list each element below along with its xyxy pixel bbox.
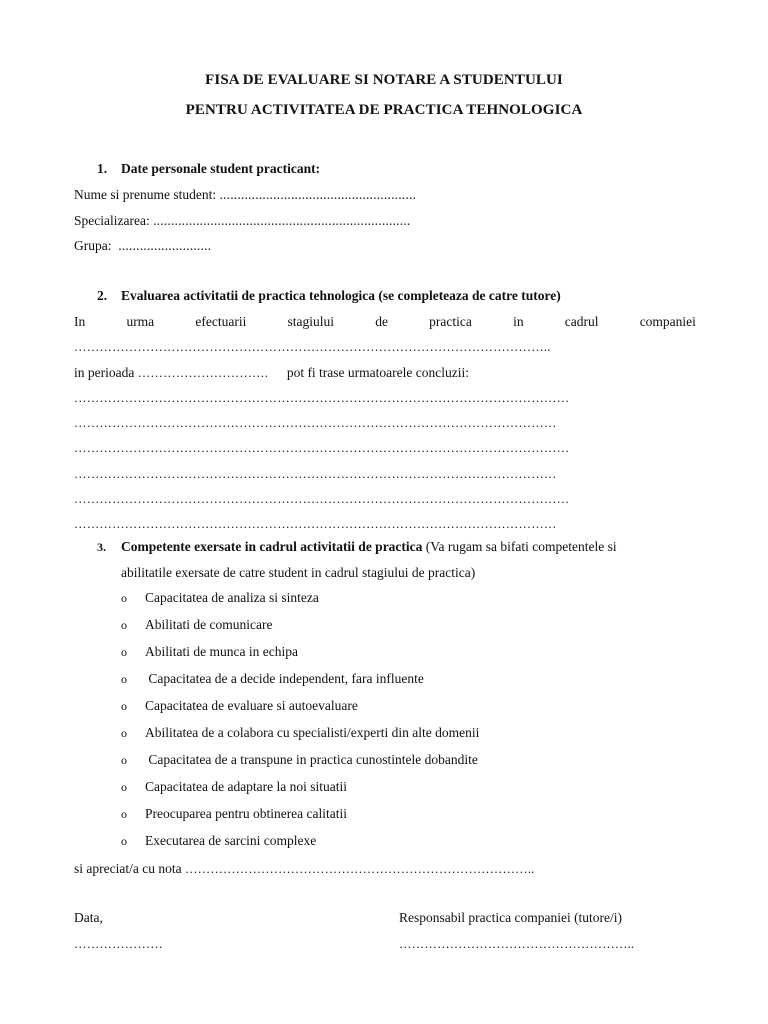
conclusion-dot-line: …………………………………………………………………………………………………… <box>74 517 557 531</box>
title-line-1: FISA DE EVALUARE SI NOTARE A STUDENTULUI <box>205 72 563 88</box>
intro-word: In <box>74 314 86 329</box>
section-3-title: Competente exersate in cadrul activitatii de practica <box>121 539 423 554</box>
conclusion-dot-line: …………………………………………………………………………………………………… <box>74 416 557 430</box>
group-dots: .......................... <box>118 238 212 253</box>
checkbox-bullet-icon[interactable]: o <box>121 726 127 740</box>
competence-label: Capacitatea de a decide independent, fara influente <box>145 671 424 686</box>
intro-word: practica <box>429 314 472 329</box>
competence-label: Abilitati de comunicare <box>145 617 273 632</box>
responsible-label: Responsabil practica companiei (tutore/i) <box>399 910 623 925</box>
name-dots: ....................................................... <box>219 187 417 202</box>
section-2-heading <box>97 287 561 305</box>
competence-label: Abilitati de munca in echipa <box>145 644 298 659</box>
period-line <box>74 364 469 382</box>
competence-item <box>121 643 298 661</box>
grade-dots: ……………………………………………………………………….. <box>184 862 535 876</box>
section-3-heading <box>97 538 617 556</box>
competence-item <box>121 778 347 796</box>
specialization-label: Specializarea: <box>74 213 150 228</box>
section-3-note-line-2: abilitatile exersate de catre student in cadrul stagiului de practica) <box>121 565 476 580</box>
competence-item <box>121 751 478 769</box>
checkbox-bullet-icon[interactable]: o <box>121 807 127 821</box>
conclusion-dot-line: …………………………………………………………………………………………………… <box>74 467 557 481</box>
competence-label: Preocuparea pentru obtinerea calitatii <box>145 806 348 821</box>
section-3-number: 3. <box>97 540 106 554</box>
intro-word: stagiului <box>287 314 335 329</box>
specialization-field <box>74 212 410 230</box>
conclusion-dot-line: ……………………………………………………………………………………………………… <box>74 391 570 405</box>
grade-label: si apreciat/a cu nota <box>74 861 182 876</box>
competence-label: Executarea de sarcini complexe <box>145 833 317 848</box>
competence-label: Abilitatea de a colabora cu specialisti/experti din alte domenii <box>145 725 480 740</box>
group-field <box>74 237 211 255</box>
competence-label: Capacitatea de evaluare si autoevaluare <box>145 698 358 713</box>
checkbox-bullet-icon[interactable]: o <box>121 645 127 659</box>
competence-item <box>121 832 316 850</box>
date-label: Data, <box>74 910 103 925</box>
group-label: Grupa: <box>74 238 112 253</box>
checkbox-bullet-icon[interactable]: o <box>121 834 127 848</box>
intro-word: urma <box>126 314 155 329</box>
competence-item <box>121 724 479 742</box>
section-2-title: Evaluarea activitatii de practica tehnologica (se completeaza de catre tutore) <box>121 288 561 303</box>
name-field <box>74 186 416 204</box>
checkbox-bullet-icon[interactable]: o <box>121 699 127 713</box>
title-line-2: PENTRU ACTIVITATEA DE PRACTICA TEHNOLOGICA <box>185 102 583 118</box>
section-1-heading <box>97 160 320 178</box>
conclusion-dot-line: ……………………………………………………………………………………………………… <box>74 492 570 506</box>
competence-item <box>121 697 358 715</box>
section-3-note-line-1: (Va rugam sa bifati competentele si <box>425 539 617 554</box>
checkbox-bullet-icon[interactable]: o <box>121 753 127 767</box>
competence-item <box>121 616 272 634</box>
checkbox-bullet-icon[interactable]: o <box>121 672 127 686</box>
competence-label: Capacitatea de analiza si sinteza <box>145 590 319 605</box>
grade-line <box>74 860 535 878</box>
intro-word: in <box>513 314 524 329</box>
checkbox-bullet-icon[interactable]: o <box>121 618 127 632</box>
section-1-title: Date personale student practicant: <box>121 161 321 176</box>
intro-word: cadrul <box>564 314 599 329</box>
competence-item <box>121 805 347 823</box>
section-2-intro <box>74 313 696 331</box>
name-label: Nume si prenume student: <box>74 187 217 202</box>
section-1-number: 1. <box>97 161 108 176</box>
period-label: in perioada <box>74 365 135 380</box>
period-dots: …………………………. <box>137 366 269 380</box>
competence-label: Capacitatea de adaptare la noi situatii <box>145 779 348 794</box>
section-2-number: 2. <box>97 288 108 303</box>
competence-item <box>121 589 319 607</box>
checkbox-bullet-icon[interactable]: o <box>121 780 127 794</box>
checkbox-bullet-icon[interactable]: o <box>121 591 127 605</box>
intro-word: efectuarii <box>195 314 247 329</box>
company-dots: ………………………………………………………………………………………………….. <box>74 340 551 354</box>
conclusion-dot-line: ……………………………………………………………………………………………………… <box>74 441 570 455</box>
intro-word: de <box>375 314 388 329</box>
competence-item <box>121 670 424 688</box>
conclusions-label: pot fi trase urmatoarele concluzii: <box>286 365 469 380</box>
intro-word: companiei <box>639 314 696 329</box>
competence-label: Capacitatea de a transpune in practica cunostintele dobandite <box>145 752 478 767</box>
specialization-dots: ........................................................................ <box>153 213 411 228</box>
date-dots: ………………… <box>74 937 163 951</box>
responsible-dots: ……………………………………………….. <box>399 937 635 951</box>
